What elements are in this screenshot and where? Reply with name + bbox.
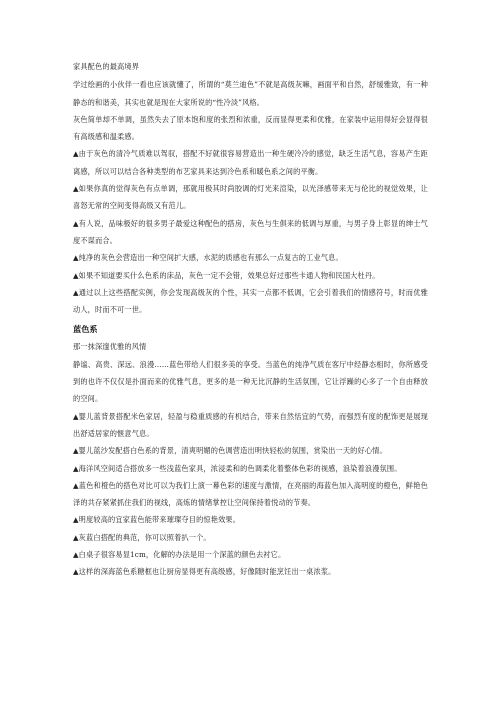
gray-bullet-1: ▲由于灰色的清冷气质难以驾驭，搭配不好就很容易营造出一种生硬冷冷的感觉，缺乏生活气息，容易产生距离感，所以可以结合各种类型的布艺家具来达到冷色系和暖色系之间的平衡。 [73,149,428,176]
blue-bullet-3: ▲海洋风空间适合搭放多一些浅蓝色家具，浓浸柔和的色调柔化着整体色彩的视感，浪染着浪漫氛围。 [73,463,402,473]
intro-paragraph: 学过绘画的小伙伴一看也应该就懂了，所谓的“莫兰迪色”不就是高级灰嘛，画面平和自然，舒缓雅致，有一种静态的和谐美，其实也就是现在大家所说的“性冷淡”风格。 [73,80,428,107]
blue-bullet-1: ▲婴儿蓝背景搭配米色家居，轻盈与稳重质感的有机结合，带来自然恬宜的气势，而强烈有度的配饰更是展现出舒适居家的惬意气息。 [73,411,428,438]
section-heading-blue: 蓝色系 [73,324,98,335]
blue-bullet-6: ▲灰蓝白搭配的典范，你可以照着扒一个。 [73,532,211,542]
gray-bullet-2: ▲如果你真的觉得灰色有点单调，那就用极其时尚胶调的灯光来渲染，以光泽感带来无与伦比的视觉效果，让喜怒无常的空间变得高级又有范儿。 [73,184,428,211]
blue-bullet-5: ▲明度较高的宜家蓝色能带来璀璨夺目的惊艳效果。 [73,515,241,525]
gray-paragraph: 灰色简单却不单调，虽然失去了原本饱和度的张烈和浓重，反而显得更柔和优雅，在家装中运用得好会显得很有高级感和温柔感。 [73,114,428,142]
blue-bullet-8: ▲这样的深海蓝色系糖框也让厨房显得更有高级感，好像随时能烹饪出一桌浓浆。 [73,567,336,577]
blue-subtitle: 那一抹深邃优雅的风情 [73,342,147,352]
gray-bullet-3: ▲有人说，品味极好的很多男子最爱这种配色的搭房，灰色与生俱来的低调与厚重，与男子身上彰显的绅士气度不谋而合。 [73,218,428,245]
article-title: 家具配色的最高境界 [73,62,140,71]
blue-bullet-4: ▲蓝色和橙色的搭色对比可以为我们上演一幕色彩的速度与激情，在亮丽的海蓝色加入高明度的橙色，鲜艳色泽的共存紧紧抓住我们的视线，高炼的情绪掌控让空间保持着悦动的节奏。 [73,480,428,508]
gray-bullet-5: ▲如果不知道要买什么色系的床品，灰色一定不会错，效果总好过那些卡通人物和民国大杜丹。 [73,270,380,280]
blue-intro-paragraph: 静谧、高贵、深远、浪漫……蓝色带给人们很多美的享受。当蓝色的纯净气质在客厅中经静态相时，你所感受到的也许不仅仅是扑面而来的优雅气息，更多的是一种无比沉静的生活氛围，它让浮躁的心多了一个自由释放的空间。 [73,359,428,404]
gray-bullet-6: ▲通过以上这些搭配实例，你会发现高级灰的个性，其实一点都不低调，它会引着我们的情感符号，时而优雅动人，时而不可一世。 [73,287,428,315]
blue-bullet-2: ▲婴儿蓝沙发配搭白色系的背景，清爽明媚的色调营造出明快轻松的氛围，赏染出一天的好心情。 [73,446,387,456]
blue-bullet-7: ▲白桌子很容易显1cm，化解的办法是用一个深蓝的颜色去衬它。 [73,550,286,560]
gray-bullet-4: ▲纯净的灰色会营造出一种空间扩大感，水泥的质感也有那么一点复古的工业气息。 [73,253,343,263]
